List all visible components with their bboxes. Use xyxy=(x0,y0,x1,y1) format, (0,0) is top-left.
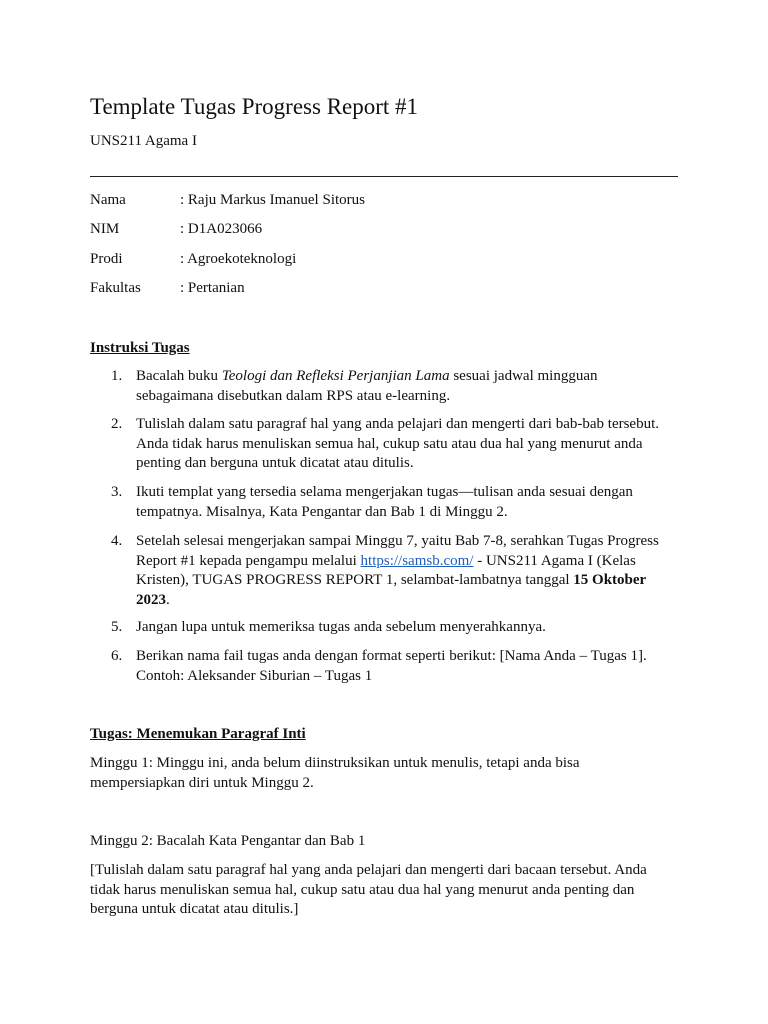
field-value: : Pertanian xyxy=(180,280,245,296)
text-span: Setelah selesai mengerjakan sampai Minggu 7, yaitu Bab 7-8, serahkan Tugas Progress Report #1 kepada pengampu melalui xyxy=(136,533,659,569)
list-number: 1. xyxy=(111,368,123,384)
document-title: Template Tugas Progress Report #1 xyxy=(90,94,419,119)
text-span: . xyxy=(166,591,170,608)
field-value: : Raju Markus Imanuel Sitorus xyxy=(180,192,365,208)
field-value: : Agroekoteknologi xyxy=(180,251,297,267)
course-subtitle: UNS211 Agama I xyxy=(90,133,197,149)
list-text: Ikuti templat yang tersedia selama mengerjakan tugas—tulisan anda sesuai dengan tempatnya. Misalnya, Kata Pengantar dan Bab 1 di Minggu 2. xyxy=(136,484,633,520)
field-label: NIM xyxy=(90,221,120,237)
text-span: Bacalah buku xyxy=(136,368,222,384)
list-text xyxy=(136,367,666,406)
field-label: Fakultas xyxy=(90,280,141,296)
book-title: Teologi dan Refleksi Perjanjian Lama xyxy=(221,368,450,384)
text-span: sesuai jadwal mingguan sebagaimana disebutkan dalam RPS atau e-learning. xyxy=(136,368,598,404)
list-number: 3. xyxy=(111,484,123,500)
list-number: 4. xyxy=(111,533,123,549)
task-heading: Tugas: Menemukan Paragraf Inti xyxy=(90,726,306,742)
list-text: Jangan lupa untuk memeriksa tugas anda sebelum menyerahkannya. xyxy=(136,619,546,635)
week2-heading: Minggu 2: Bacalah Kata Pengantar dan Bab 1 xyxy=(90,833,366,849)
instructions-heading: Instruksi Tugas xyxy=(90,340,190,356)
field-value: : D1A023066 xyxy=(180,221,263,237)
list-text xyxy=(136,532,666,610)
week2-prompt: [Tulislah dalam satu paragraf hal yang anda pelajari dan mengerti dari bacaan tersebut. Anda tidak harus menuliskan semua hal, cukup satu atau dua hal yang menurut anda penting dan berguna untuk dicatat atau ditulis.] xyxy=(90,862,647,917)
field-label: Nama xyxy=(90,192,126,208)
list-text: Berikan nama fail tugas anda dengan format seperti berikut: [Nama Anda – Tugas 1]. Contoh: Aleksander Siburian – Tugas 1 xyxy=(136,648,647,684)
list-number: 6. xyxy=(111,648,123,664)
list-number: 5. xyxy=(111,619,123,635)
deadline-date: 15 Oktober 2023 xyxy=(136,572,646,608)
samsb-link[interactable]: https://samsb.com/ xyxy=(360,552,474,569)
list-number: 2. xyxy=(111,416,123,432)
field-label: Prodi xyxy=(90,251,123,267)
horizontal-divider xyxy=(90,176,678,177)
text-span: - UNS211 Agama I (Kelas Kristen), TUGAS PROGRESS REPORT 1, selambat-lambatnya tanggal xyxy=(136,552,636,588)
week1-paragraph: Minggu 1: Minggu ini, anda belum diinstruksikan untuk menulis, tetapi anda bisa mempersiapkan diri untuk Minggu 2. xyxy=(90,755,580,791)
list-text: Tulislah dalam satu paragraf hal yang anda pelajari dan mengerti dari bab-bab tersebut. Anda tidak harus menuliskan semua hal, cukup satu atau dua hal yang menurut anda penting dan berguna untuk dicatat atau ditulis. xyxy=(136,416,660,471)
